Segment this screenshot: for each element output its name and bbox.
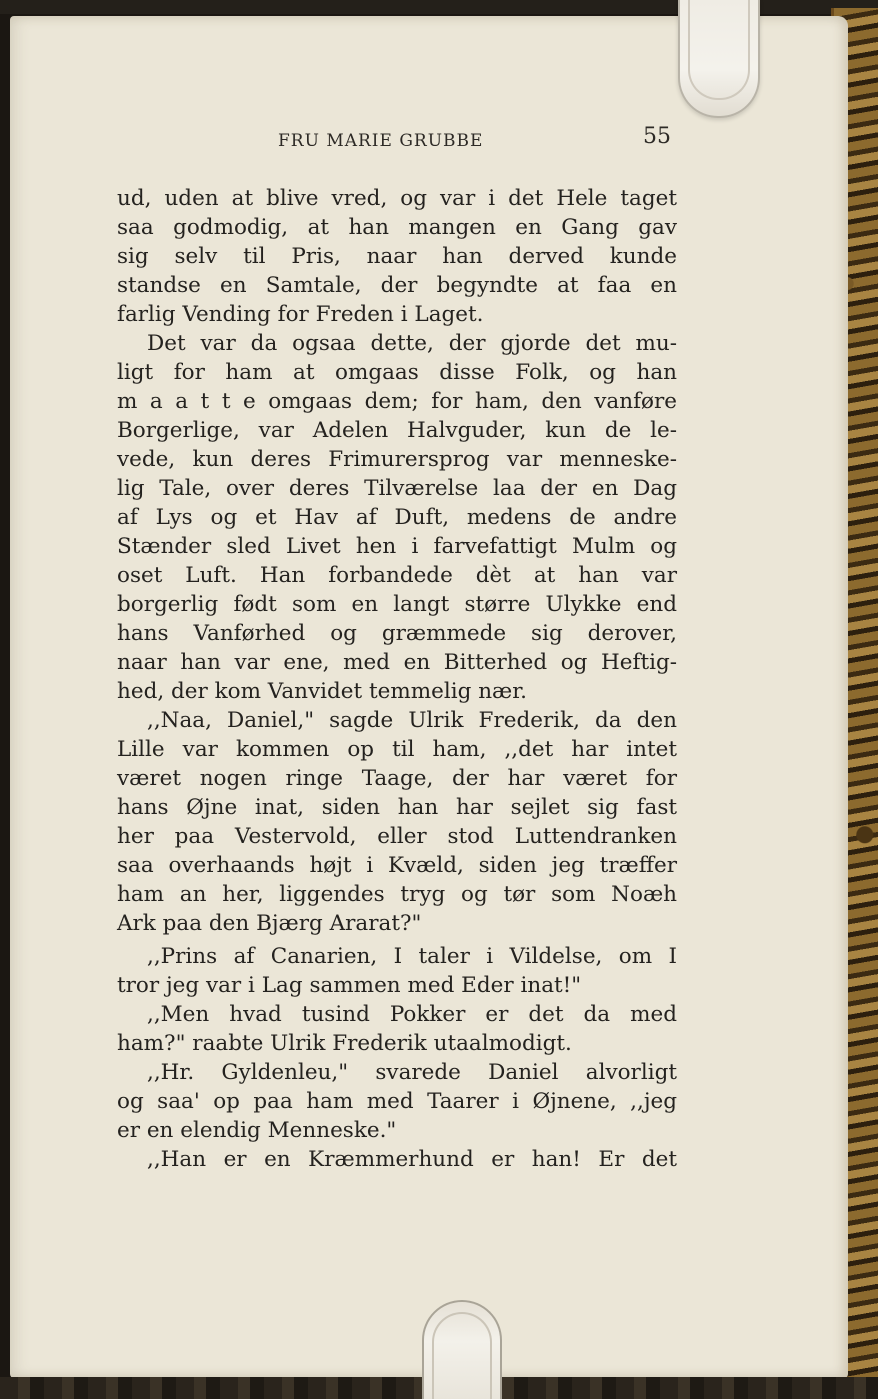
text-line: Det var da ogsaa dette, der gjorde det mu- — [147, 331, 677, 356]
text-line: ,,Naa, Daniel," sagde Ulrik Frederik, da den — [147, 708, 677, 733]
text-line: Borgerlige, var Adelen Halvguder, kun de le- — [117, 418, 677, 443]
text-line: lig Tale, over deres Tilværelse laa der en Dag — [117, 476, 677, 501]
text-line: Lille var kommen op til ham, ,,det har intet — [117, 737, 677, 762]
text-line: ham an her, liggendes tryg og tør som Noæh — [117, 882, 677, 907]
text-line: vede, kun deres Frimurersprog var menneske- — [117, 447, 677, 472]
text-line: borgerlig født som en langt større Ulykke end — [117, 592, 677, 617]
text-line: ligt for ham at omgaas disse Folk, og han — [117, 360, 677, 385]
text-line: naar han var ene, med en Bitterhed og Heftig- — [117, 650, 677, 675]
text-line: Stænder sled Livet hen i farvefattigt Mulm og — [117, 534, 677, 559]
text-line: og saa' op paa ham med Taarer i Øjnene, ,,jeg — [117, 1089, 677, 1114]
text-line: ,,Han er en Kræmmerhund er han! Er det — [147, 1147, 677, 1172]
text-line: hans Øjne inat, siden han har sejlet sig fast — [117, 795, 677, 820]
page-clip-bottom — [422, 1300, 502, 1399]
text-line: oset Luft. Han forbandede dèt at han var — [117, 563, 677, 588]
text-line: af Lys og et Hav af Duft, medens de andre — [117, 505, 677, 530]
text-line: saa overhaands højt i Kvæld, siden jeg træffer — [117, 853, 677, 878]
text-line: tror jeg var i Lag sammen med Eder inat!" — [117, 973, 582, 998]
text-line: hans Vanførhed og græmmede sig derover, — [117, 621, 677, 646]
text-line: standse en Samtale, der begyndte at faa en — [117, 273, 677, 298]
text-line: er en elendig Menneske." — [117, 1118, 397, 1143]
page-number: 55 — [643, 124, 671, 149]
text-line: ,,Hr. Gyldenleu," svarede Daniel alvorligt — [147, 1060, 677, 1085]
text-line: sig selv til Pris, naar han derved kunde — [117, 244, 677, 269]
text-line: ham?" raabte Ulrik Frederik utaalmodigt. — [117, 1031, 572, 1056]
text-line: hed, der kom Vanvidet temmelig nær. — [117, 679, 528, 704]
text-line: ,,Men hvad tusind Pokker er det da med — [147, 1002, 677, 1027]
text-line: farlig Vending for Freden i Laget. — [117, 302, 484, 327]
text-line: ud, uden at blive vred, og var i det Hele taget — [117, 186, 677, 211]
running-head: FRU MARIE GRUBBE — [278, 131, 484, 151]
text-line: m a a t t e omgaas dem; for ham, den vanføre — [117, 389, 677, 414]
text-line: Ark paa den Bjærg Ararat?" — [117, 911, 422, 936]
page-clip-top — [678, 0, 760, 118]
text-line: her paa Vestervold, eller stod Luttendranken — [117, 824, 677, 849]
text-line: ,,Prins af Canarien, I taler i Vildelse, om I — [147, 944, 677, 969]
text-line: været nogen ringe Taage, der har været for — [117, 766, 677, 791]
text-line: saa godmodig, at han mangen en Gang gav — [117, 215, 677, 240]
